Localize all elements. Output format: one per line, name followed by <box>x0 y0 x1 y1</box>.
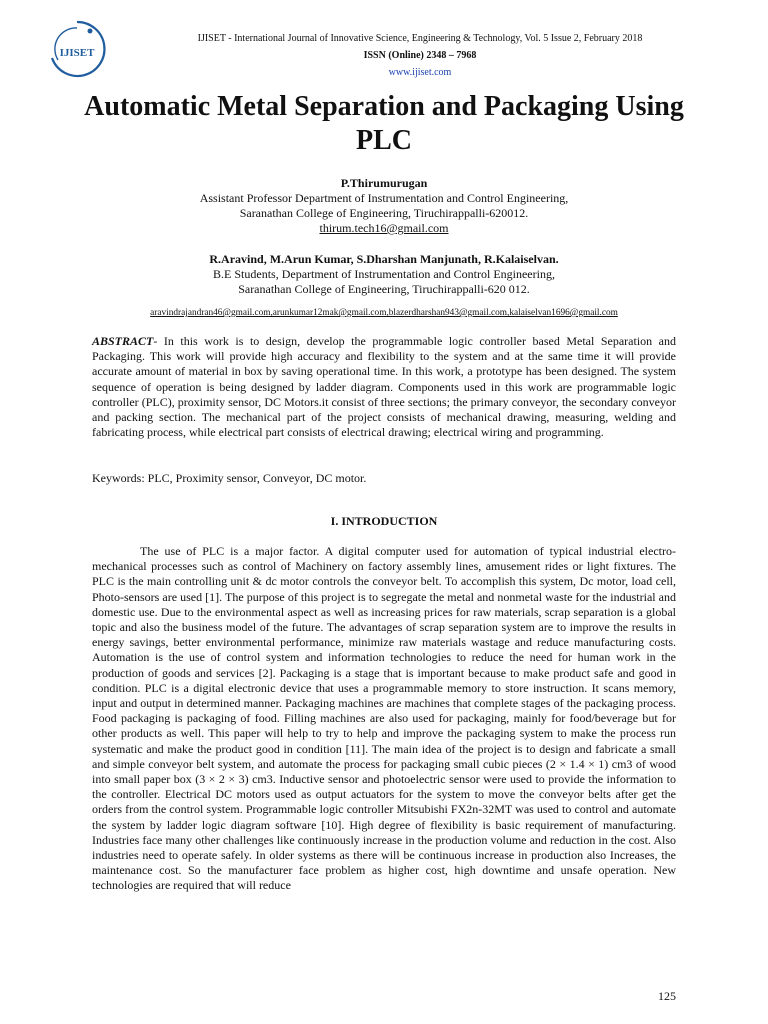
abstract <box>92 334 676 440</box>
journal-logo <box>46 18 108 80</box>
keywords: Keywords: PLC, Proximity sensor, Conveyor, DC motor. <box>92 471 367 485</box>
coauthor-emails[interactable]: aravindrajandran46@gmail.com,arunkumar12mak@gmail.com,blazerdharshan943@gmail.com,kalaiselvan1696@gmail.com <box>150 308 618 318</box>
coauthor-names: R.Aravind, M.Arun Kumar, S.Dharshan Manjunath, R.Kalaiselvan. <box>209 252 559 266</box>
author-email[interactable]: thirum.tech16@gmail.com <box>319 221 449 235</box>
logo-text: IJISET <box>59 47 95 59</box>
website-link[interactable]: www.ijiset.com <box>388 67 452 78</box>
coauthor-affiliation-line2: Saranathan College of Engineering, Tiruchirappalli-620 012. <box>238 282 530 296</box>
paper-title: Automatic Metal Separation and Packaging Using PLC <box>84 91 684 156</box>
journal-line: IJISET - International Journal of Innovative Science, Engineering & Technology, Vol. 5 Issue 2, February 2018 <box>197 33 643 44</box>
author-affiliation-line1: Assistant Professor Department of Instrumentation and Control Engineering, <box>199 191 569 205</box>
author-affiliation-line2: Saranathan College of Engineering, Tiruchirappalli-620012. <box>239 206 529 220</box>
issn-line: ISSN (Online) 2348 – 7968 <box>363 50 477 61</box>
page-number: 125 <box>658 989 676 1003</box>
coauthor-affiliation-line1: B.E Students, Department of Instrumentation and Control Engineering, <box>213 267 555 281</box>
abstract-text: - In this work is to design, develop the programmable logic controller based Metal Separation and Packaging. This work will provide high accuracy and flexibility to the system and at the same time it will provide accurate amount of material in box by saving operational time. In this work, a prototype has been designed. The system sequence of operation is being designed by ladder diagram. Components used in this work are programmable logic controller (PLC), proximity sensor, DC Motors.it consist of three sections; the primary conveyor, the secondary conveyor and packing section. The mechanical part of the project consists of mechanical drawing, measuring, welding and fabricating process, while electrical part consists of electrical drawing; electrical wiring and programming. <box>92 334 676 440</box>
author-name: P.Thirumurugan <box>340 176 428 190</box>
introduction-paragraph: The use of PLC is a major factor. A digital computer used for automation of typical industrial electro-mechanical processes such as control of Machinery on factory assembly lines, amusement rides or light fixtures. The PLC is the main controlling unit & dc motor controls the conveyor belt. To accomplish this system, Dc motor, load cell, Photo-sensors are used [1]. The purpose of this project is to segregate the metal and nonmetal waste for the industrial and domestic use. Due to the environmental aspect as well as increasing prices for raw materials, scrap separation is a global topic and also the business model of the future. The advantages of scrap separation system are to improve the results in energy savings, better environmental performance, minimize raw materials wastage and reduce manufacturing costs. Automation is the use of control system and information technologies to reduce the need for human work in the production of goods and services [2]. Packaging is a stage that is important because to make product safe and good in condition. PLC is a digital electronic device that uses a programmable memory to store instruction. It scans memory, input and output in determined manner. Packaging machines are machines that complete stages of the packaging process. Food packaging is packaging of food. Filling machines are also used for packaging, mainly for food/beverage but for other products as well. This paper will help to try to help and improve the packaging system to make the process run systematic and make the product good in condition [11]. The main idea of the project is to design and fabricate a small and simple conveyor belt system, and automate the process for packaging small cubic pieces (2 × 1.4 × 1) cm3 of wood into small paper box (3 × 2 × 3) cm3. Inductive sensor and photoelectric sensor were used to provide the information to the controller. Electrical DC motors used as output actuators for the system to move the conveyor belts after get the orders from the control system. Programmable logic controller Mitsubishi FX2n-32MT was used to control and automate the system by ladder logic diagram software [10]. High degree of flexibility is basic requirement of manufacturing. Industries face many other challenges like continuously increase in the production volume and reduction in the cost. Also industries need to operate safely. In older systems as there will be continuous increase in production also Increases, the maintenance cost. So the manufacturer face problem as higher cost, high downtime and unsafe operation. New technologies are required that will reduce <box>92 544 676 893</box>
section-heading: I. INTRODUCTION <box>330 514 438 528</box>
abstract-label: ABSTRACT <box>92 334 154 348</box>
